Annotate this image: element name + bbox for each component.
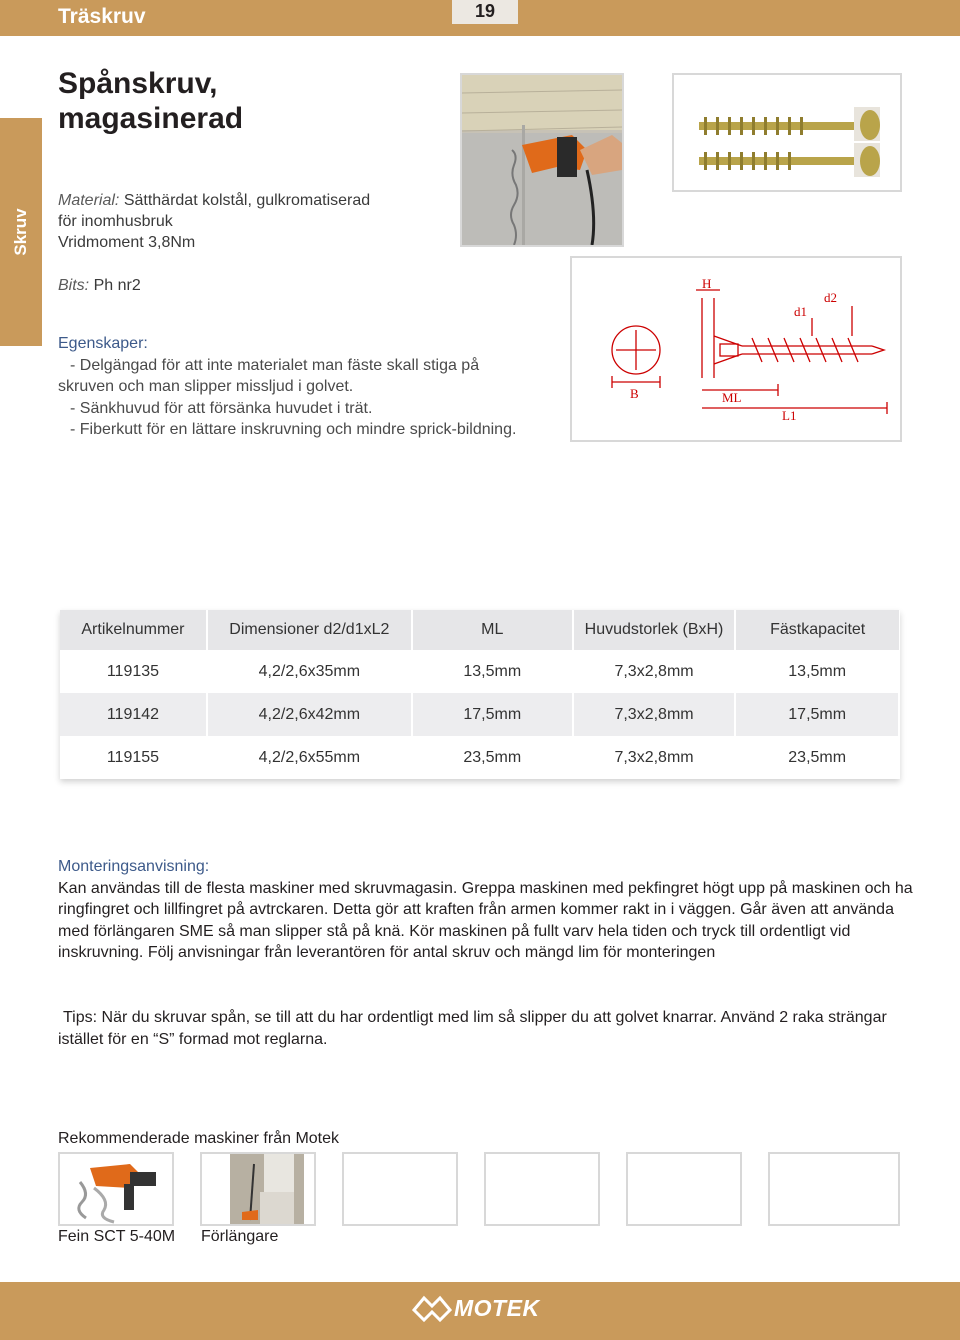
motek-logo	[412, 1292, 552, 1324]
motek-logo-icon	[412, 1292, 452, 1324]
motek-logo-text: MOTEK	[454, 1295, 540, 1321]
table-cell: 7,3x2,8mm	[573, 693, 736, 736]
table-cell: 119142	[60, 693, 207, 736]
table-header-cell: Artikelnummer	[60, 610, 207, 650]
side-tab-label: Skruv	[11, 208, 30, 256]
page-number: 19	[452, 0, 518, 24]
machine-thumb-empty-1	[342, 1152, 458, 1226]
table-cell: 4,2/2,6x55mm	[207, 736, 412, 779]
properties-heading: Egenskaper:	[58, 335, 148, 352]
caption-extension: Förlängare	[201, 1228, 279, 1245]
spec-table	[60, 610, 900, 779]
material-value-2: för inomhusbruk	[58, 213, 173, 230]
technical-drawing	[570, 256, 902, 442]
section-title: Träskruv	[58, 5, 146, 28]
table-cell: 17,5mm	[735, 693, 899, 736]
table-cell: 13,5mm	[735, 650, 899, 693]
dim-label-d1: d1	[794, 304, 807, 319]
mounting-heading: Monteringsanvisning:	[58, 858, 210, 875]
product-title-line1: Spånskruv,	[58, 67, 218, 100]
side-tab	[0, 118, 42, 346]
property-item-2: - Sänkhuvud för att försänka huvudet i trät.	[70, 399, 373, 417]
machine-thumb-empty-2	[484, 1152, 600, 1226]
machine-thumb-empty-4	[768, 1152, 900, 1226]
table-cell: 4,2/2,6x42mm	[207, 693, 412, 736]
product-title-line2: magasinerad	[58, 102, 244, 135]
table-cell: 7,3x2,8mm	[573, 650, 736, 693]
table-header-cell: Huvudstorlek (BxH)	[573, 610, 736, 650]
material-label: Material:	[58, 192, 120, 209]
property-item-3: - Fiberkutt för en lättare inskruvning och mindre sprick-bildning.	[70, 421, 517, 439]
table-header-cell: Dimensioner d2/d1xL2	[207, 610, 412, 650]
dim-label-ml: ML	[722, 390, 742, 405]
table-header-row	[60, 610, 899, 650]
recommended-heading: Rekommenderade maskiner från Motek	[58, 1130, 340, 1147]
table-header-cell: ML	[412, 610, 573, 650]
tips-text	[58, 1007, 918, 1050]
table-header-cell: Fästkapacitet	[735, 610, 899, 650]
mounting-text: Kan användas till de flesta maskiner med skruvmagasin. Greppa maskinen med pekfingret högt upp på maskinen och ha ringfingret och lillfingret på avtrckaren. Detta gör att kraften från armen kommer rakt in i väggen. Går även att använda med förlängaren SME så man slipper stå på knä. Kör maskinen på fullt varv hela tiden och tryck till ordentligt vid inskruvning. Följ anvisningar från leverantören för antal skruv och mängd lim för monteringen	[58, 879, 913, 961]
product-title	[58, 66, 243, 136]
product-photo-screws	[672, 73, 902, 192]
caption-fein: Fein SCT 5-40M	[58, 1228, 176, 1245]
table-row	[60, 693, 899, 736]
tips-content: Tips: När du skruvar spån, se till att du har ordentligt med lim så slipper du att golvet knarrar. Använd 2 raka strängar istället för en “S” formad mot reglarna.	[58, 1009, 887, 1048]
table-cell: 23,5mm	[412, 736, 573, 779]
property-item-1: - Delgängad för att inte materialet man fäste skall stiga på skruven och man slipper missljud i golvet.	[58, 356, 480, 396]
dim-label-h: H	[702, 276, 712, 291]
table-cell: 13,5mm	[412, 650, 573, 693]
properties-block	[58, 333, 528, 441]
dim-label-l1: L1	[782, 408, 797, 423]
top-header-bar	[0, 0, 960, 36]
table-cell: 7,3x2,8mm	[573, 736, 736, 779]
machine-thumb-extension	[200, 1152, 316, 1226]
table-row	[60, 736, 899, 779]
dim-label-b: B	[630, 386, 639, 401]
dim-label-d2: d2	[824, 290, 837, 305]
table-cell: 119135	[60, 650, 207, 693]
machine-thumb-fein	[58, 1152, 174, 1226]
mounting-instructions	[58, 856, 918, 964]
material-value-1: Sätthärdat kolstål, gulkromatiserad	[123, 192, 371, 209]
table-cell: 17,5mm	[412, 693, 573, 736]
bits-label: Bits:	[58, 277, 90, 294]
material-value-3: Vridmoment 3,8Nm	[58, 234, 196, 251]
product-photo-screwgun	[460, 73, 624, 247]
bits-value: Ph nr2	[93, 277, 141, 294]
table-cell: 23,5mm	[735, 736, 899, 779]
bits-block	[58, 275, 141, 296]
table-row	[60, 650, 899, 693]
machine-thumb-empty-3	[626, 1152, 742, 1226]
material-block	[58, 190, 370, 253]
table-cell: 119155	[60, 736, 207, 779]
table-cell: 4,2/2,6x35mm	[207, 650, 412, 693]
